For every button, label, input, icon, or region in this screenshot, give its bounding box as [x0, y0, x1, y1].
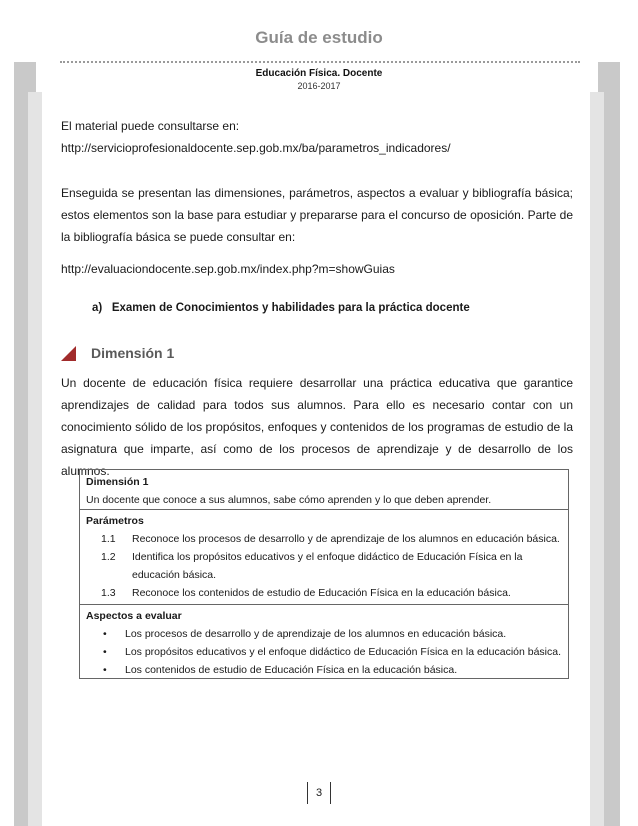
parametro-text — [132, 548, 522, 584]
aspecto-text: Los contenidos de estudio de Educación Física en la educación básica. — [125, 664, 458, 676]
parametro-text-line: educación básica. — [132, 569, 217, 581]
aspectos-row — [80, 604, 568, 679]
parametro-number: 1.2 — [101, 551, 116, 563]
dimension-paragraph: Un docente de educación física requiere desarrollar una práctica educativa que garantice aprendizajes de calidad para todos sus alumnos. Para ello es necesario contar con un conocimiento sólido de los propósitos, enfoques y contenidos de los programas de estudio de la asignatura que imparte, así como de los procesos de aprendizaje y de desarrollo de los alumnos. — [61, 376, 573, 478]
aspecto-item — [86, 661, 568, 679]
bullet-icon: • — [103, 628, 107, 640]
header-divider — [60, 61, 580, 63]
parametro-item — [86, 548, 568, 584]
parametro-item — [86, 530, 568, 548]
document-subtitle: Educación Física. Docente — [255, 68, 383, 79]
aspecto-item — [86, 625, 568, 643]
parametro-text-line: Identifica los propósitos educativos y el enfoque didáctico de Educación Física en la — [132, 551, 523, 563]
page-number: 3 — [307, 782, 331, 804]
panel-title: Dimensión 1 — [86, 476, 149, 488]
parametro-item — [86, 584, 568, 602]
decorative-bar-right-inner — [590, 92, 604, 826]
bullet-icon: • — [103, 664, 107, 676]
parametros-label: Parámetros — [86, 515, 144, 527]
section-heading-a — [92, 302, 604, 314]
triangle-marker-icon — [61, 346, 76, 361]
dimension-paragraph-block — [61, 372, 573, 482]
intro-paragraph-block — [61, 182, 573, 248]
decorative-bar-left-inner — [28, 92, 42, 826]
parametro-number: 1.3 — [101, 587, 116, 599]
section-title: Examen de Conocimientos y habilidades para la práctica docente — [111, 302, 470, 314]
panel-header-row — [80, 470, 568, 509]
parametro-text: Reconoce los contenidos de estudio de Educación Física en la educación básica. — [132, 587, 511, 599]
document-year: 2016-2017 — [297, 81, 341, 91]
panel-description: Un docente que conoce a sus alumnos, sabe cómo aprenden y lo que deben aprender. — [86, 494, 492, 506]
bullet-icon: • — [103, 646, 107, 658]
intro-block — [61, 115, 573, 159]
parametro-text: Reconoce los procesos de desarrollo y de aprendizaje de los alumnos en educación básica. — [132, 533, 560, 545]
resource-link-block — [61, 258, 573, 280]
intro-text: El material puede consultarse en: — [61, 119, 240, 133]
section-marker: a) — [92, 302, 103, 314]
dimension-heading — [61, 345, 573, 361]
resource-link-1[interactable]: http://servicioprofesionaldocente.sep.gob.mx/ba/parametros_indicadores/ — [61, 141, 451, 155]
parametros-row — [80, 509, 568, 604]
document-title: Guía de estudio — [255, 28, 383, 47]
resource-link-2[interactable]: http://evaluaciondocente.sep.gob.mx/index.php?m=showGuias — [61, 262, 395, 276]
dimension-panel — [79, 469, 569, 679]
aspecto-text: Los procesos de desarrollo y de aprendizaje de los alumnos en educación básica. — [125, 628, 507, 640]
aspecto-text: Los propósitos educativos y el enfoque didáctico de Educación Física en la educación básica. — [125, 646, 562, 658]
intro-paragraph: Enseguida se presentan las dimensiones, parámetros, aspectos a evaluar y bibliografía básica; estos elementos son la base para estudiar y prepararse para el concurso de oposición. Parte de la bibliografía básica se puede consultar en: — [61, 186, 573, 244]
aspecto-item — [86, 643, 568, 661]
aspectos-label: Aspectos a evaluar — [86, 610, 182, 622]
dimension-title: Dimensión 1 — [91, 345, 175, 361]
parametro-number: 1.1 — [101, 533, 116, 545]
